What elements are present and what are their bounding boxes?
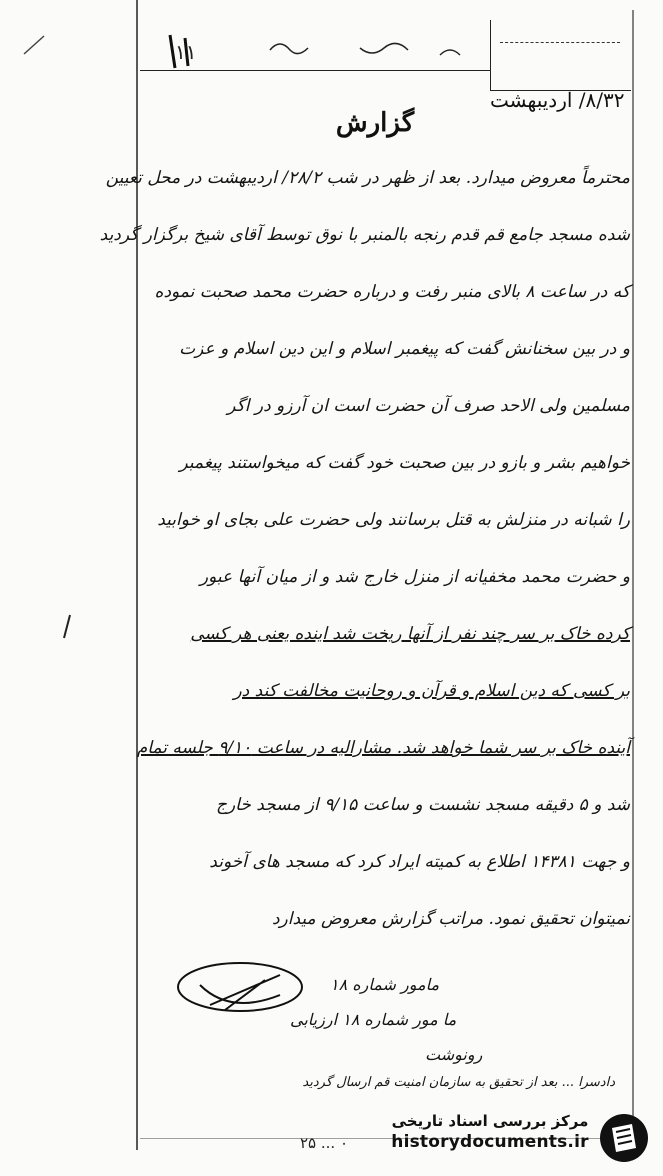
signature-officer-line: مامور شماره ۱۸ bbox=[330, 975, 440, 994]
document-body-line: آینده خاک بر سر شما خواهد شد. مشارالیه در ساعت ۹/۱۰ جلسه تمام bbox=[136, 738, 630, 758]
watermark-text: مرکز بررسی اسناد تاریخی bbox=[391, 1112, 589, 1130]
archive-watermark bbox=[380, 1112, 600, 1152]
document-body-line: و در بین سخنانش گفت که پیغمبر اسلام و این دین اسلام و عزت bbox=[179, 339, 630, 359]
header-date-box bbox=[490, 20, 631, 91]
signature-assessment-line: ما مور شماره ۱۸ ارزیابی bbox=[290, 1010, 457, 1029]
document-body-line: محترماً معروض میدارد. بعد از ظهر در شب ۲۸/۲/ اردیبهشت در محل تعیین bbox=[105, 168, 630, 188]
document-body-line: شد و ۵ دقیقه مسجد نشست و ساعت ۹/۱۵ از مسجد خارج bbox=[216, 795, 630, 815]
watermark-url: historydocuments.ir bbox=[391, 1132, 589, 1152]
document-body-line: مسلمین ولی الاحد صرف آن حضرت است ان آرزو در اگر bbox=[227, 396, 630, 416]
document-body-line: و جهت ۱۴۳۸۱ اطلاع به کمیته ایراد کرد که مسجد های آخوند bbox=[209, 852, 630, 872]
signature-copy-line: رونوشت bbox=[425, 1045, 483, 1064]
document-body-line: را شبانه در منزلش به قتل برسانند ولی حضرت علی بجای او خوابید bbox=[157, 510, 630, 530]
corner-mark bbox=[20, 30, 50, 60]
document-body-line: شده مسجد جامع قم قدم رنجه بالمنبر با نوق توسط آقای شیخ برگزار گردید bbox=[99, 225, 630, 245]
document-date: ۸/۳۲/ اردیبهشت bbox=[490, 88, 625, 112]
margin-tick-mark bbox=[60, 612, 80, 642]
paper-right-edge bbox=[632, 10, 634, 1130]
header-number-mark: ١١ bbox=[175, 40, 197, 64]
document-body-line: خواهیم بشر و بازو در بین صحبت خود گفت که میخواستند پیغمبر bbox=[179, 453, 630, 473]
document-body-line: بر کسی که دین اسلام و قرآن و روحانیت مخالفت کند در bbox=[233, 681, 630, 701]
header-dashed-line bbox=[500, 42, 620, 44]
page-number: ۲۵ ... ۰ bbox=[300, 1134, 349, 1152]
document-body-line: نمیتوان تحقیق نمود. مراتب گزارش معروض میدارد bbox=[271, 909, 630, 929]
document-body-line: و حضرت محمد مخفیانه از منزل خارج شد و از میان آنها عبور bbox=[199, 567, 630, 587]
bleed-through-text bbox=[636, 360, 656, 790]
document-body-line: که در ساعت ۸ بالای منبر رفت و درباره حضرت محمد صحبت نموده bbox=[154, 282, 630, 302]
document-body-line: کرده خاک بر سر چند نفر از آنها ریخت شد اینده یعنی هر کسی bbox=[190, 624, 630, 644]
header-stamp-scribbles bbox=[150, 30, 490, 75]
document-title: گزارش bbox=[335, 108, 415, 138]
archive-logo-icon bbox=[598, 1112, 650, 1164]
footer-note-line: دادسرا ... بعد از تحقیق به سازمان امنیت قم ارسال گردید bbox=[302, 1075, 615, 1090]
